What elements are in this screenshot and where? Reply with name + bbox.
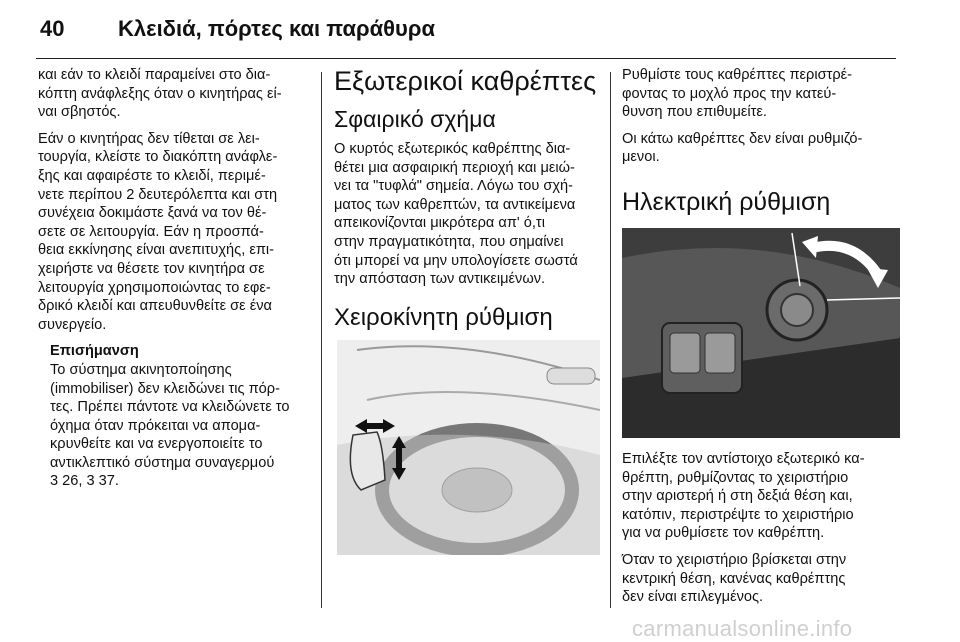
note-box xyxy=(38,342,308,491)
column-divider-2 xyxy=(610,72,611,608)
note-body: Το σύστημα ακινητοποίησης (immobiliser) δεν κλειδώνει τις πόρ- τες. Πρέπει πάντοτε να κλειδώνετε το όχημα όταν πρόκειται να απομα- κρυνθείτε και να ενεργοποιείτε το αντικλεπτικό σύστημα συναγερμού xyxy=(50,361,290,471)
manual-mirror-illustration xyxy=(337,340,600,555)
watermark: carmanualsonline.info xyxy=(632,616,853,641)
column-3-lower xyxy=(622,450,902,615)
paragraph: και εάν το κλειδί παραμείνει στο δια- κόπτη ανάφλεξης όταν ο κινητήρας εί- ναι σβηστός. xyxy=(38,67,282,121)
paragraph: Όταν το χειριστήριο βρίσκεται στην κεντρική θέση, κανένας καθρέπτης δεν είναι επιλεγμένος. xyxy=(622,551,847,606)
mirror-diagram-icon xyxy=(337,340,600,555)
paragraph: Οι κάτω καθρέπτες δεν είναι ρυθμιζό- μενοι. xyxy=(622,130,863,166)
page-references: 3 26, 3 37. xyxy=(50,473,119,490)
electric-mirror-control-illustration xyxy=(622,228,900,438)
section-heading: Εξωτερικοί καθρέπτες xyxy=(334,66,597,96)
column-1 xyxy=(38,66,308,491)
section-heading: Ηλεκτρική ρύθμιση xyxy=(622,187,831,216)
paragraph: Ρυθμίστε τους καθρέπτες περιστρέ- φοντας το μοχλό προς την κατεύ- θυνση που επιθυμείτε. xyxy=(622,67,853,121)
page-number: 40 xyxy=(40,16,65,41)
page-header xyxy=(0,0,960,60)
subsection-heading: Σφαιρικό σχήμα xyxy=(334,106,496,132)
column-3 xyxy=(622,66,902,227)
page-title: Κλειδιά, πόρτες και παράθυρα xyxy=(118,16,435,41)
column-2 xyxy=(334,66,606,339)
column-divider-1 xyxy=(321,72,322,608)
paragraph: Ο κυρτός εξωτερικός καθρέπτης δια- θέτει μια ασφαιρική περιοχή και μειώ- νει τα "τυφλά" σημεία. Λόγω του σχή- ματος των καθρεπτών, τα αντικείμενα απεικονίζονται μικρότερα απ' ό,τι στην πραγματικότητα, που σημαίνει ότι μπορεί να μην υπολογίσετε σωστά την απόσταση των αντικειμένων. xyxy=(334,141,578,288)
paragraph: Εάν ο κινητήρας δεν τίθεται σε λει- τουργία, κλείστε το διακόπτη ανάφλε- ξης και αφαιρέστε το κλειδί, περιμέ- νετε περίπου 2 δευτερόλεπτα και στη συνέχεια δοκιμάστε ξανά να τον θέ- σετε σε λειτουργία. Εάν η προσπά- θεια εκκίνησης είναι ανεπιτυχής, επι- χειρήστε να θέσετε τον κινητήρα σε λειτουργία χρησιμοποιώντας το εφε- δρικό κλειδί και απευθυνθείτε σε ένα συνεργείο. xyxy=(38,130,278,333)
paragraph: Επιλέξτε τον αντίστοιχο εξωτερικό κα- θρέπτη, ρυθμίζοντας το χειριστήριο στην αριστερή ή στη δεξιά θέση και, κατόπιν, περιστρέψτε το χειριστήριο για να ρυθμίσετε τον καθρέπτη. xyxy=(622,451,865,542)
header-rule xyxy=(36,58,896,59)
note-label: Επισήμανση xyxy=(50,343,139,360)
mirror-switch-diagram-icon xyxy=(622,228,900,438)
subsection-heading: Χειροκίνητη ρύθμιση xyxy=(334,303,553,331)
